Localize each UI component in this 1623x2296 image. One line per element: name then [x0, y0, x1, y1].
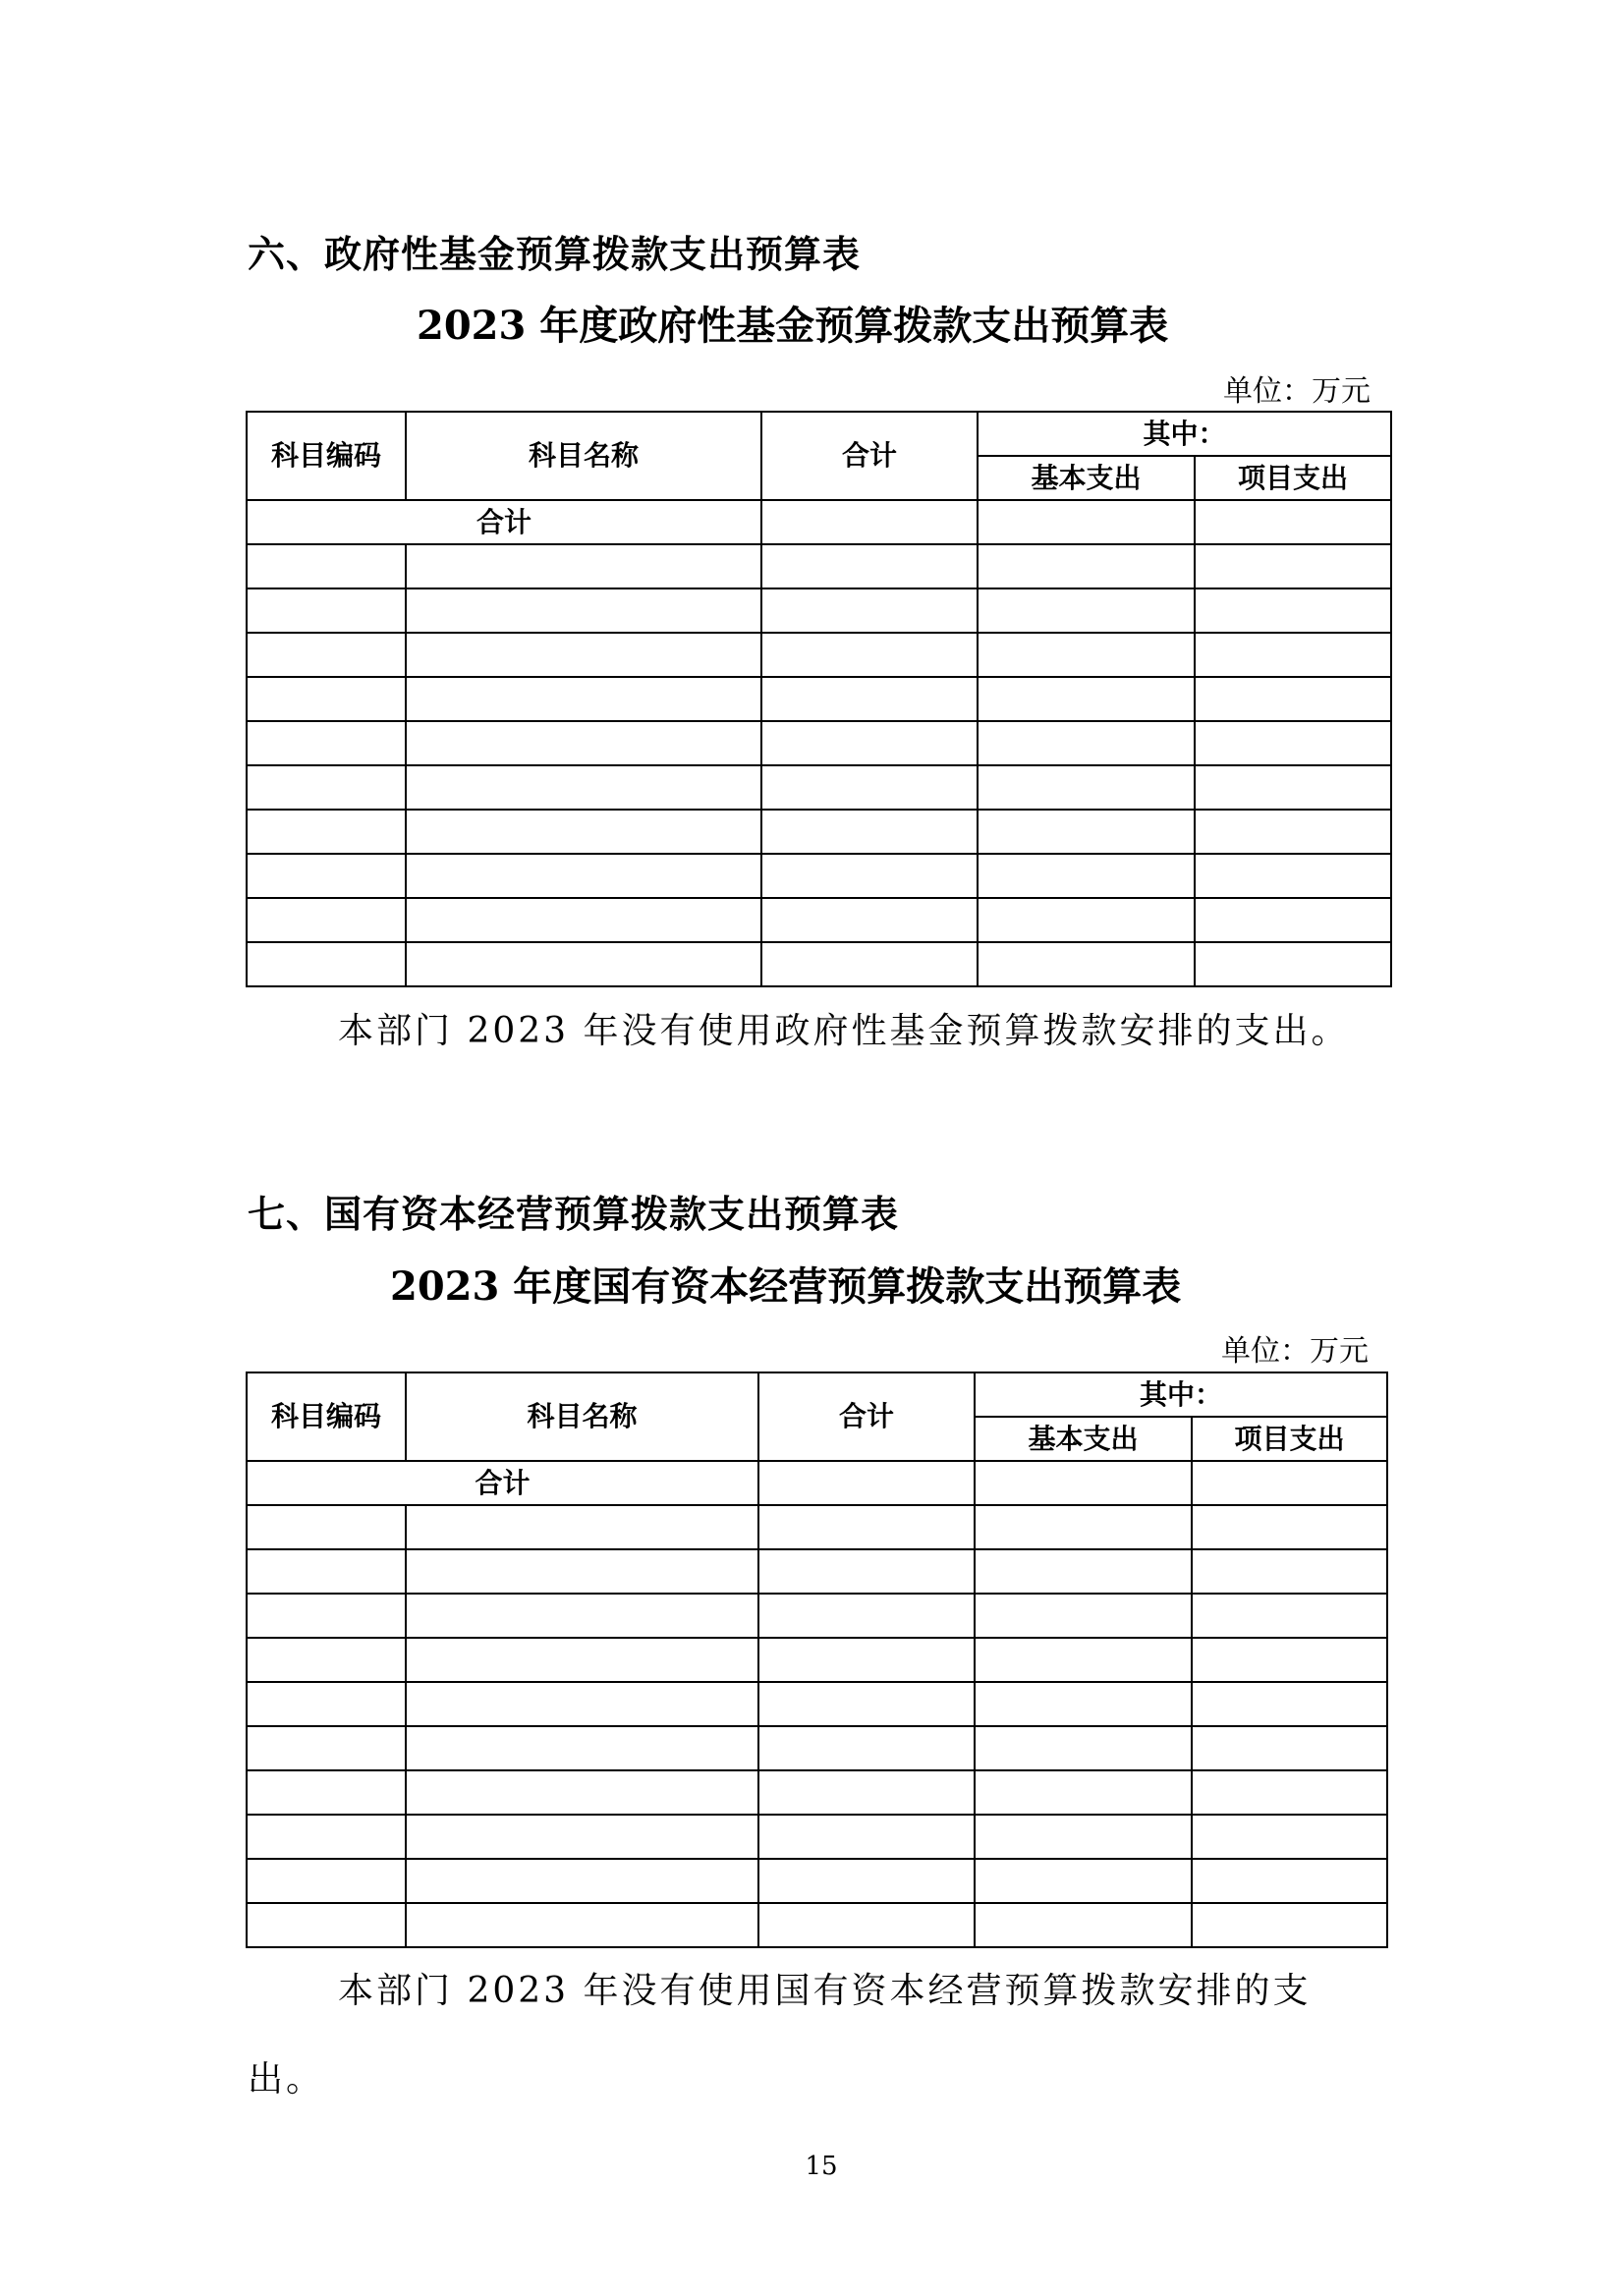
header-total: 合计 [761, 412, 978, 500]
header-basic: 基本支出 [975, 1417, 1192, 1461]
section7-table-title: 2023 年度国有资本经营预算拨款支出预算表 [390, 1263, 1182, 1310]
table-row [247, 942, 1391, 986]
total-basic-cell [975, 1461, 1192, 1505]
table-row [247, 1549, 1387, 1594]
table-row [247, 765, 1391, 810]
section7-unit-label: 单位：万元 [1221, 1334, 1369, 1369]
section6-table-title: 2023 年度政府性基金预算拨款支出预算表 [417, 303, 1169, 349]
total-row [247, 500, 1391, 544]
total-project-cell [1195, 500, 1391, 544]
total-row [247, 1461, 1387, 1505]
section6-note: 本部门 2023 年没有使用政府性基金预算拨款安排的支出。 [338, 1011, 1350, 1051]
total-row-label: 合计 [247, 500, 761, 544]
table-row [247, 898, 1391, 942]
table-row [247, 677, 1391, 721]
table-row [247, 810, 1391, 854]
header-of-which: 其中： [978, 412, 1391, 456]
table-row [247, 1903, 1387, 1947]
table-row [247, 544, 1391, 588]
total-row-label: 合计 [247, 1461, 758, 1505]
table-row [247, 854, 1391, 898]
total-basic-cell [978, 500, 1195, 544]
table-row [247, 1859, 1387, 1903]
table-row [247, 1815, 1387, 1859]
header-of-which: 其中： [975, 1372, 1387, 1417]
header-project: 项目支出 [1192, 1417, 1387, 1461]
table-row [247, 1726, 1387, 1770]
header-code: 科目编码 [247, 412, 406, 500]
header-basic: 基本支出 [978, 456, 1195, 500]
section7-table [246, 1372, 1388, 1948]
header-project: 项目支出 [1195, 456, 1391, 500]
total-project-cell [1192, 1461, 1387, 1505]
table-row [247, 588, 1391, 633]
total-cell [758, 1461, 975, 1505]
header-code: 科目编码 [247, 1372, 406, 1461]
page-number: 15 [805, 2152, 838, 2181]
table-row [247, 721, 1391, 765]
table-row [247, 633, 1391, 677]
table-row [247, 1682, 1387, 1726]
section6-table [246, 411, 1392, 987]
table-row [247, 1505, 1387, 1549]
header-name: 科目名称 [406, 1372, 758, 1461]
total-cell [761, 500, 978, 544]
table-row [247, 1770, 1387, 1815]
section7-note: 本部门 2023 年没有使用国有资本经营预算拨款安排的支出。 [248, 1971, 1312, 2100]
section6-heading: 六、政府性基金预算拨款支出预算表 [248, 233, 862, 276]
header-name: 科目名称 [406, 412, 761, 500]
table-row [247, 1638, 1387, 1682]
section6-unit-label: 单位：万元 [1223, 374, 1371, 409]
section7-heading: 七、国有资本经营预算拨款支出预算表 [248, 1193, 900, 1236]
header-total: 合计 [758, 1372, 975, 1461]
table-row [247, 1594, 1387, 1638]
